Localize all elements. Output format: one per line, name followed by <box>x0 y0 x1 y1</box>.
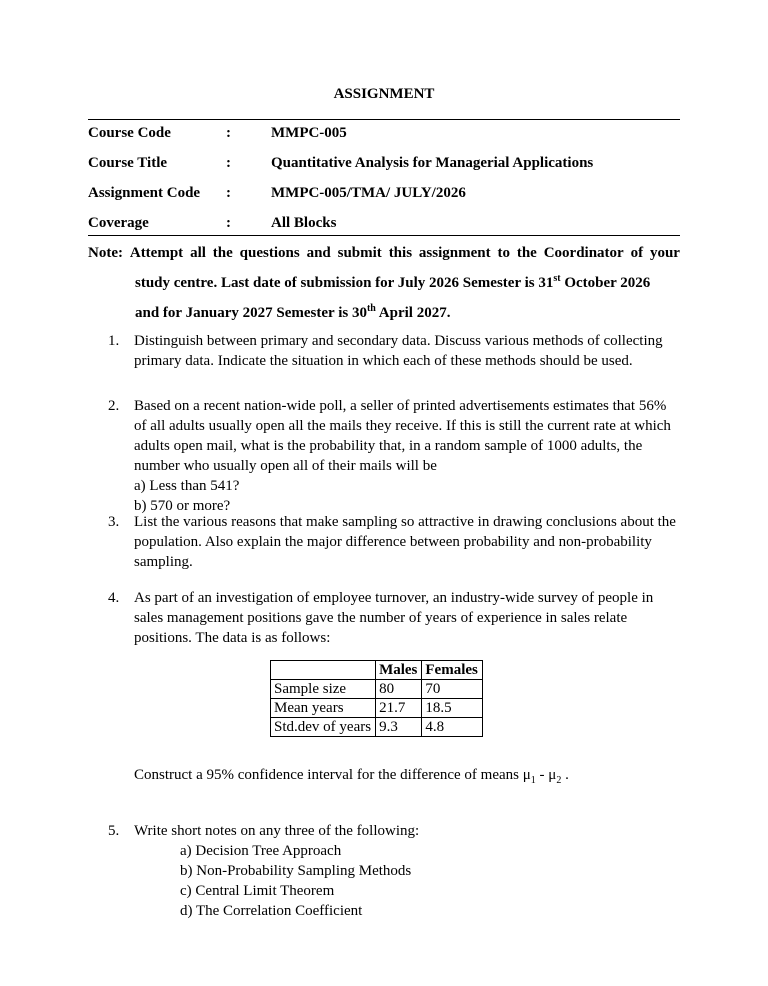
note-word: the <box>212 245 233 261</box>
question-2 <box>108 396 680 516</box>
table-header-cell: Females <box>422 661 482 680</box>
question-text: List the various reasons that make sampling so attractive in drawing conclusions about the population. Also explain the major difference between probability and non-probability sampling. <box>134 514 676 570</box>
note-word: and <box>306 245 331 261</box>
table-header-cell: Males <box>376 661 422 680</box>
note-line-2 <box>88 268 680 298</box>
ci-subscript: 2 <box>556 775 562 786</box>
note-word: Coordinator <box>543 245 624 261</box>
note-line-1 <box>88 238 680 268</box>
note-word: the <box>516 245 537 261</box>
meta-colon: : <box>226 155 231 171</box>
meta-row-course-title <box>88 153 680 173</box>
meta-value: MMPC-005/TMA/ JULY/2026 <box>271 185 466 201</box>
bottom-rule <box>88 235 680 236</box>
table-cell: 70 <box>422 680 482 699</box>
note-text: and for January 2027 Semester is 30 <box>135 305 367 321</box>
meta-colon: : <box>226 215 231 231</box>
note-text: October 2026 <box>560 275 651 291</box>
meta-value: Quantitative Analysis for Managerial Applications <box>271 155 594 171</box>
question-number: 2. <box>108 398 120 414</box>
question-number: 4. <box>108 590 120 606</box>
note-word: all <box>190 245 206 261</box>
question-text: Write short notes on any three of the following: <box>134 823 420 839</box>
question-number: 1. <box>108 333 120 349</box>
question-text: Distinguish between primary and secondary data. Discuss various methods of collecting primary data. Indicate the situation in which each of these methods should be used. <box>134 333 663 369</box>
ci-text: Construct a 95% confidence interval for the difference of means μ <box>134 767 531 783</box>
meta-colon: : <box>226 185 231 201</box>
table-cell: Mean years <box>271 699 376 718</box>
table-cell: Std.dev of years <box>271 718 376 737</box>
table-cell: 21.7 <box>376 699 422 718</box>
meta-row-assignment-code <box>88 183 680 203</box>
meta-row-coverage <box>88 213 680 233</box>
table-cell: 80 <box>376 680 422 699</box>
question-number: 3. <box>108 514 120 530</box>
ci-text: . <box>561 767 569 783</box>
table-row <box>271 718 483 737</box>
table-row <box>271 699 483 718</box>
table-header-row <box>271 661 483 680</box>
note-word: questions <box>239 245 300 261</box>
meta-label: Course Title <box>88 155 168 171</box>
note-text: study centre. Last date of submission for July 2026 Semester is 31 <box>135 275 554 291</box>
note-superscript: th <box>366 303 376 314</box>
note-word: Note: <box>88 245 123 261</box>
option-item: a) Less than 541? <box>134 478 240 494</box>
option-item: a) Decision Tree Approach <box>180 843 342 859</box>
meta-row-course-code <box>88 123 680 143</box>
table-row <box>271 680 483 699</box>
note-line-3 <box>88 298 680 328</box>
submission-note <box>88 238 680 328</box>
question-text: As part of an investigation of employee turnover, an industry-wide survey of people in sales management positions gave the number of years of experience in sales relate positions. The data is as follows: <box>134 590 654 646</box>
meta-label: Coverage <box>88 215 149 231</box>
ci-subscript: 1 <box>530 775 536 786</box>
table-cell: 18.5 <box>422 699 482 718</box>
meta-value: MMPC-005 <box>271 125 347 141</box>
page-title: ASSIGNMENT <box>333 86 435 102</box>
meta-value: All Blocks <box>271 215 337 231</box>
table-cell: 4.8 <box>422 718 482 737</box>
table-header-cell <box>271 661 376 680</box>
option-item: c) Central Limit Theorem <box>180 883 335 899</box>
note-text: April 2027. <box>375 305 451 321</box>
note-word: to <box>497 245 510 261</box>
meta-colon: : <box>226 125 231 141</box>
confidence-interval-instruction <box>134 765 694 791</box>
option-item: b) 570 or more? <box>134 498 231 514</box>
question-3 <box>108 512 680 572</box>
table-cell: Sample size <box>271 680 376 699</box>
option-item: b) Non-Probability Sampling Methods <box>180 863 412 879</box>
note-word: Attempt <box>129 245 184 261</box>
note-superscript: st <box>553 273 561 284</box>
question-text: Based on a recent nation-wide poll, a seller of printed advertisements estimates that 56% of all adults usually open all the mails they receive. If this is still the current rate at which adults open mail, what is the probability that, in a random sample of 1000 adults, the number who usually open all of their mails will be <box>134 398 671 474</box>
question-5 <box>108 821 680 921</box>
top-rule <box>88 119 680 120</box>
question-4 <box>108 588 680 648</box>
ci-text: - μ <box>535 767 557 783</box>
note-word: this <box>388 245 413 261</box>
note-word: your <box>649 245 680 261</box>
meta-label: Assignment Code <box>88 185 201 201</box>
note-word: submit <box>337 245 382 261</box>
meta-label: Course Code <box>88 125 171 141</box>
note-word: of <box>630 245 644 261</box>
question-1 <box>108 331 680 371</box>
note-word: assignment <box>418 245 491 261</box>
option-item: d) The Correlation Coefficient <box>180 903 363 919</box>
table-cell: 9.3 <box>376 718 422 737</box>
question-number: 5. <box>108 823 120 839</box>
experience-table <box>270 660 483 737</box>
